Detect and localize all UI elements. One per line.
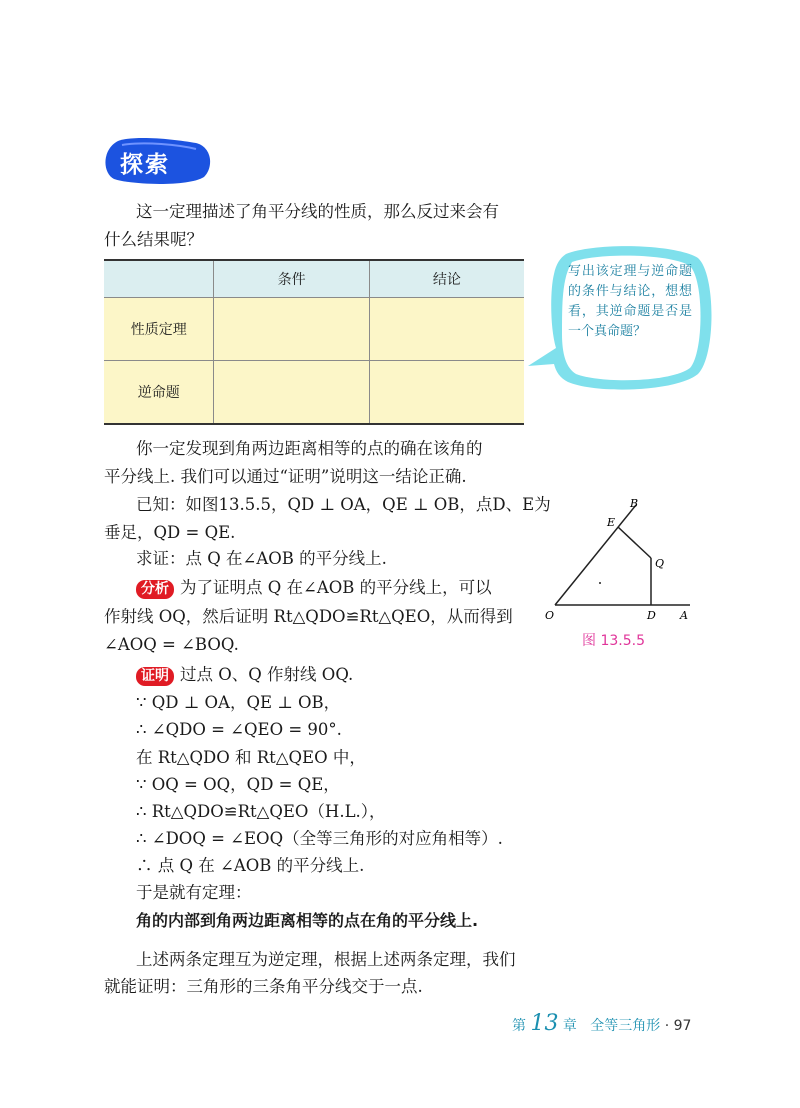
ray-OB xyxy=(555,505,636,605)
label-B: B xyxy=(630,497,639,510)
proof-line: ∵ QD ⊥ OA，QE ⊥ OB， xyxy=(136,693,341,712)
badge-label: 探索 xyxy=(120,152,170,178)
explore-badge xyxy=(104,137,214,185)
table-header-cell: 结论 xyxy=(369,260,524,298)
label-D: D xyxy=(647,609,656,622)
intro-line-2: 什么结果呢？ xyxy=(104,230,203,249)
analysis-line-1 xyxy=(136,573,492,602)
label-E: E xyxy=(607,516,616,529)
table-cell: 性质定理 xyxy=(104,298,214,361)
point-dot xyxy=(599,582,601,584)
theorem-statement: 角的内部到角两边距离相等的点在角的平分线上. xyxy=(136,911,479,930)
footer-page: 97 xyxy=(673,1018,692,1034)
label-O: O xyxy=(545,609,555,622)
table-row xyxy=(104,361,524,425)
proof-line: ∴ 点 Q 在 ∠AOB 的平分线上. xyxy=(136,856,365,875)
table-header-cell: 条件 xyxy=(214,260,369,298)
page-footer xyxy=(512,1011,691,1036)
body-line: 求证：点 Q 在∠AOB 的平分线上. xyxy=(136,549,387,568)
proof-line: ∵ OQ = OQ，QD = QE， xyxy=(136,775,340,794)
figure-caption: 图 13.5.5 xyxy=(582,633,645,649)
closing-line-1: 上述两条定理互为逆定理，根据上述两条定理，我们 xyxy=(136,950,516,969)
table-cell xyxy=(369,298,524,361)
hint-text: 写出该定理与逆命题的条件与结论，想想看，其逆命题是否是一个真命题？ xyxy=(568,264,692,339)
table-cell xyxy=(369,361,524,425)
footer-title: 全等三角形 xyxy=(590,1018,661,1034)
label-Q: Q xyxy=(655,557,665,570)
proof-text: 过点 O、Q 作射线 OQ. xyxy=(180,665,354,684)
footer-suffix: 章 xyxy=(562,1018,577,1034)
footer-chapter: 13 xyxy=(530,1011,559,1036)
analysis-line-2: 作射线 OQ，然后证明 Rt△QDO≌Rt△QEO，从而得到 xyxy=(104,607,513,626)
table-row xyxy=(104,298,524,361)
closing-line-2: 就能证明：三角形的三条角平分线交于一点. xyxy=(104,977,423,996)
proof-line: 于是就有定理： xyxy=(136,883,252,902)
body-line: 已知：如图13.5.5，QD ⊥ OA，QE ⊥ OB，点D、E为 xyxy=(136,495,551,514)
table-header-row xyxy=(104,260,524,298)
analysis-text: 为了证明点 Q 在∠AOB 的平分线上，可以 xyxy=(180,578,492,597)
table-header-cell xyxy=(104,260,214,298)
body-line: 平分线上. 我们可以通过“证明”说明这一结论正确. xyxy=(104,467,467,486)
analysis-tag: 分析 xyxy=(136,580,174,599)
proof-tag: 证明 xyxy=(136,667,174,686)
table-cell xyxy=(214,361,369,425)
footer-dot: · xyxy=(664,1018,670,1034)
segment-QE xyxy=(618,527,651,558)
proof-line: ∴ ∠DOQ = ∠EOQ（全等三角形的对应角相等）. xyxy=(136,829,503,848)
table-cell xyxy=(214,298,369,361)
proof-line: 在 Rt△QDO 和 Rt△QEO 中， xyxy=(136,748,366,767)
table-cell: 逆命题 xyxy=(104,361,214,425)
analysis-line-3: ∠AOQ = ∠BOQ. xyxy=(104,635,239,654)
proof-line: ∴ ∠QDO = ∠QEO = 90°. xyxy=(136,720,342,739)
body-line: 垂足，QD = QE. xyxy=(104,523,236,542)
intro-line-1: 这一定理描述了角平分线的性质，那么反过来会有 xyxy=(136,202,499,221)
proof-line: ∴ Rt△QDO≌Rt△QEO（H.L.）， xyxy=(136,802,386,821)
footer-prefix: 第 xyxy=(512,1018,526,1034)
angle-figure xyxy=(540,495,700,630)
body-line: 你一定发现到角两边距离相等的点的确在该角的 xyxy=(136,439,483,458)
theorem-table xyxy=(104,259,524,425)
proof-line-1 xyxy=(136,660,353,689)
label-A: A xyxy=(680,609,688,622)
